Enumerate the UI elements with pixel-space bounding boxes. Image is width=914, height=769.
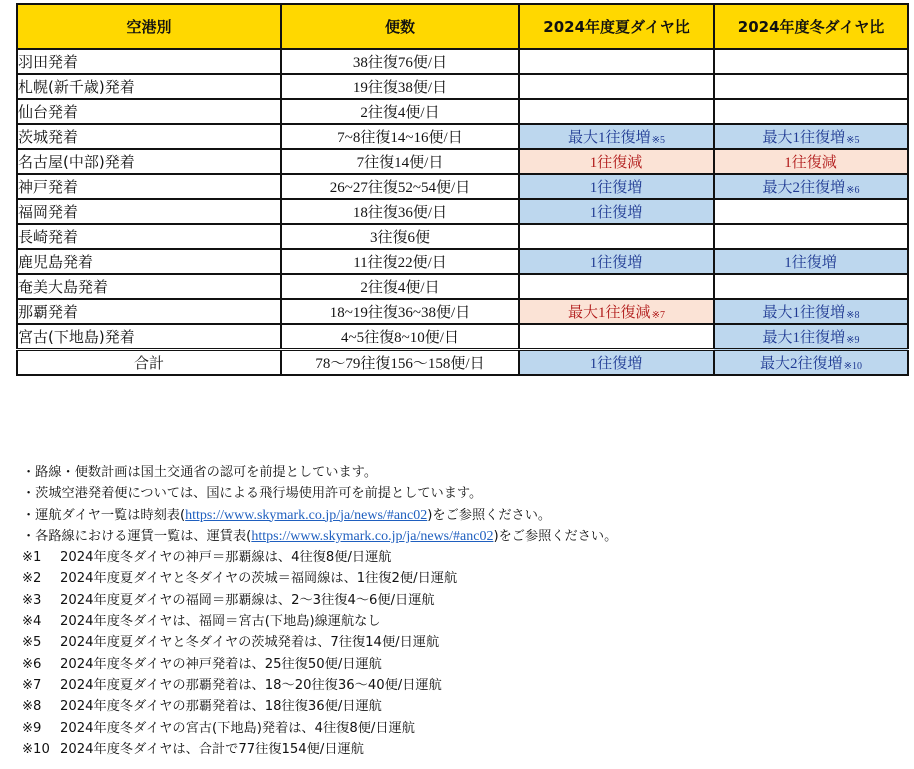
- fare-table-link[interactable]: https://www.skymark.co.jp/ja/news/#anc02: [251, 528, 494, 544]
- flights-cell: 19往復38便/日: [281, 74, 519, 99]
- footnote-text: 2024年度夏ダイヤの那覇発着は、18〜20往復36〜40便/日運航: [60, 677, 442, 693]
- footnote-mark: ※6: [22, 656, 42, 672]
- flight-schedule-table: [16, 3, 909, 376]
- flights-cell: 11往復22便/日: [281, 249, 519, 274]
- table-row: [17, 49, 908, 74]
- summer-comparison-cell: [519, 224, 714, 249]
- footnote-text: 2024年度夏ダイヤの福岡＝那覇線は、2〜3往復4〜6便/日運航: [60, 592, 435, 608]
- winter-comparison-cell: [714, 74, 908, 99]
- footnote-mark: ※7: [22, 677, 42, 693]
- footnote-mark: ※1: [22, 550, 42, 566]
- table-row: [17, 249, 908, 274]
- footnote-mark: ※4: [22, 614, 42, 630]
- footnote: [22, 611, 617, 632]
- footnote: [22, 590, 617, 611]
- airport-cell: 札幌(新千歳)発着: [17, 74, 281, 99]
- table-row: [17, 324, 908, 350]
- flights-cell: 38往復76便/日: [281, 49, 519, 74]
- airport-cell: 福岡発着: [17, 199, 281, 224]
- table-row: [17, 124, 908, 149]
- flights-cell: 18往復36便/日: [281, 199, 519, 224]
- footnote-mark: ※10: [22, 741, 50, 757]
- table-row: [17, 174, 908, 199]
- flights-cell: 3往復6便: [281, 224, 519, 249]
- footnote-text: 2024年度夏ダイヤと冬ダイヤの茨城発着は、7往復14便/日運航: [60, 635, 440, 651]
- footnote-text: 2024年度冬ダイヤの神戸発着は、25往復50便/日運航: [60, 656, 382, 672]
- footnote-mark: ※2: [22, 571, 42, 587]
- footnote: [22, 547, 617, 568]
- airport-cell: 宮古(下地島)発着: [17, 324, 281, 350]
- flights-cell: 18~19往復36~38便/日: [281, 299, 519, 324]
- header-airport: 空港別: [17, 4, 281, 49]
- winter-comparison-cell: [714, 49, 908, 74]
- footnotes-list: [22, 547, 617, 760]
- flights-cell: 2往復4便/日: [281, 274, 519, 299]
- table-row: [17, 299, 908, 324]
- summer-comparison-cell: 最大1往復減※7: [519, 299, 714, 324]
- header-flights: 便数: [281, 4, 519, 49]
- flights-cell: 7往復14便/日: [281, 149, 519, 174]
- airport-cell: 鹿児島発着: [17, 249, 281, 274]
- footnote: [22, 654, 617, 675]
- note-approval: ・路線・便数計画は国土交通省の認可を前提としています。: [22, 465, 378, 480]
- airport-cell: 奄美大島発着: [17, 274, 281, 299]
- footnote-mark: ※3: [22, 592, 42, 608]
- total-winter-comparison: 最大2往復増※10: [714, 350, 908, 376]
- total-label: 合計: [17, 350, 281, 376]
- summer-comparison-cell: [519, 274, 714, 299]
- footnote: [22, 568, 617, 589]
- footnote-mark: ※5: [22, 635, 42, 651]
- footnote: [22, 739, 617, 760]
- summer-comparison-cell: [519, 49, 714, 74]
- summer-comparison-cell: 1往復減: [519, 149, 714, 174]
- footnote-text: 2024年度冬ダイヤの宮古(下地島)発着は、4往復8便/日運航: [60, 720, 415, 736]
- table-row: [17, 149, 908, 174]
- footnote-text: 2024年度夏ダイヤと冬ダイヤの茨城＝福岡線は、1往復2便/日運航: [60, 571, 458, 587]
- flights-cell: 2往復4便/日: [281, 99, 519, 124]
- footnote: [22, 675, 617, 696]
- flights-cell: 26~27往復52~54便/日: [281, 174, 519, 199]
- note-ibaraki-permit: ・茨城空港発着便については、国による飛行場使用許可を前提としています。: [22, 486, 483, 502]
- flights-cell: 7~8往復14~16便/日: [281, 124, 519, 149]
- total-row: [17, 350, 908, 376]
- winter-comparison-cell: 最大1往復増※9: [714, 324, 908, 350]
- airport-cell: 名古屋(中部)発着: [17, 149, 281, 174]
- table-row: [17, 199, 908, 224]
- footnote-mark: ※9: [22, 720, 42, 736]
- table-row: [17, 74, 908, 99]
- summer-comparison-cell: 1往復増: [519, 174, 714, 199]
- winter-comparison-cell: 最大2往復増※6: [714, 174, 908, 199]
- footnote-text: 2024年度冬ダイヤは、合計で77往復154便/日運航: [60, 741, 364, 757]
- airport-cell: 長崎発着: [17, 224, 281, 249]
- footnote: [22, 696, 617, 717]
- header-winter-comparison: 2024年度冬ダイヤ比: [714, 4, 908, 49]
- footnote-text: 2024年度冬ダイヤの神戸＝那覇線は、4往復8便/日運航: [60, 550, 392, 566]
- airport-cell: 茨城発着: [17, 124, 281, 149]
- winter-comparison-cell: 1往復減: [714, 149, 908, 174]
- footnote-mark: ※8: [22, 699, 42, 715]
- summer-comparison-cell: [519, 74, 714, 99]
- winter-comparison-cell: 1往復増: [714, 249, 908, 274]
- airport-cell: 那覇発着: [17, 299, 281, 324]
- airport-cell: 神戸発着: [17, 174, 281, 199]
- table-row: [17, 99, 908, 124]
- table-row: [17, 224, 908, 249]
- winter-comparison-cell: [714, 199, 908, 224]
- airport-cell: 羽田発着: [17, 49, 281, 74]
- table-header-row: [17, 4, 908, 49]
- footnote-text: 2024年度冬ダイヤは、福岡＝宮古(下地島)線運航なし: [60, 614, 381, 630]
- notes-section: [22, 462, 617, 760]
- summer-comparison-cell: 1往復増: [519, 249, 714, 274]
- summer-comparison-cell: [519, 324, 714, 350]
- total-summer-comparison: 1往復増: [519, 350, 714, 376]
- header-summer-comparison: 2024年度夏ダイヤ比: [519, 4, 714, 49]
- winter-comparison-cell: [714, 274, 908, 299]
- airport-cell: 仙台発着: [17, 99, 281, 124]
- summer-comparison-cell: 1往復増: [519, 199, 714, 224]
- footnote: [22, 632, 617, 653]
- winter-comparison-cell: [714, 99, 908, 124]
- winter-comparison-cell: 最大1往復増※8: [714, 299, 908, 324]
- footnote: [22, 718, 617, 739]
- summer-comparison-cell: 最大1往復増※5: [519, 124, 714, 149]
- flights-cell: 4~5往復8~10便/日: [281, 324, 519, 350]
- timetable-link[interactable]: https://www.skymark.co.jp/ja/news/#anc02: [185, 507, 428, 523]
- note-fares: ・各路線における運賃一覧は、運賃表(https://www.skymark.co.jp/ja/news/#anc02)をご参照ください。: [22, 528, 618, 544]
- summer-comparison-cell: [519, 99, 714, 124]
- note-timetable: ・運航ダイヤ一覧は時刻表(https://www.skymark.co.jp/ja/news/#anc02)をご参照ください。: [22, 507, 552, 523]
- total-flights: 78〜79往復156〜158便/日: [281, 350, 519, 376]
- winter-comparison-cell: 最大1往復増※5: [714, 124, 908, 149]
- footnote-text: 2024年度冬ダイヤの那覇発着は、18往復36便/日運航: [60, 699, 382, 715]
- winter-comparison-cell: [714, 224, 908, 249]
- table-row: [17, 274, 908, 299]
